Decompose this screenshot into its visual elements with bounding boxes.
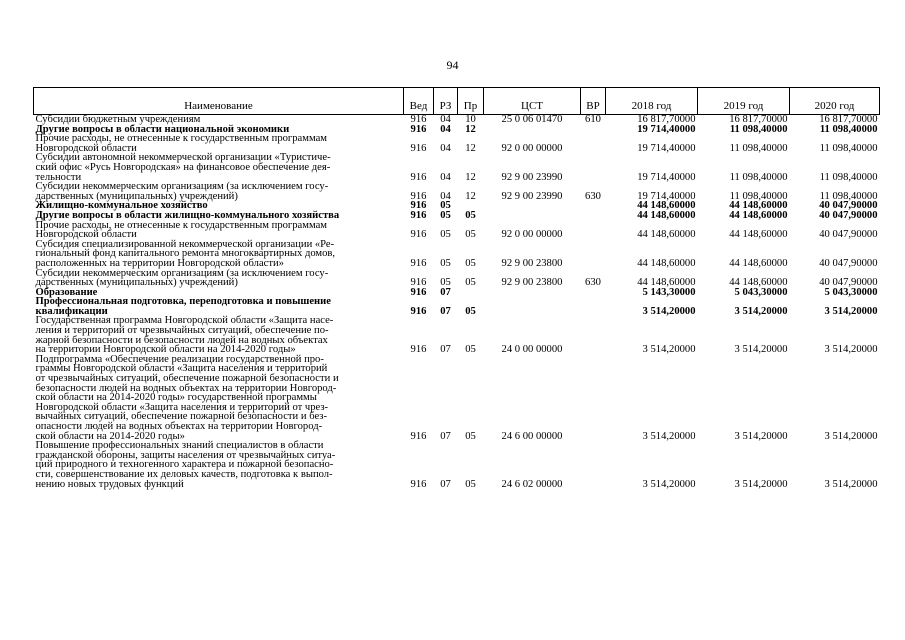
row-cst [484,211,581,221]
budget-table [33,87,880,489]
row-y2020: 5 043,30000 [824,286,878,298]
row-name-line: Субсидии некоммерческим организациям (за исключением госу- [35,181,329,193]
row-cst: 24 6 02 00000 [501,478,563,490]
row-name-line: ской области на 2014-2020 годы» государственной программы [35,392,317,404]
header-2018: 2018 год [606,88,698,115]
row-y2020: 3 514,20000 [824,430,878,442]
row-name [34,182,404,201]
row-pr: 05 [465,344,476,356]
row-name-line: Прочие расходы, не отнесенные к государственным программам [35,133,327,145]
header-name: Наименование [34,88,404,115]
row-name-line: гражданской обороны, защиты населения от чрезвычайных ситуа- [35,449,336,461]
row-cst: 92 0 00 00000 [501,229,563,241]
row-rz: 07 [440,344,451,356]
row-ved: 916 [410,478,427,490]
row-name-line: тельности [35,171,82,183]
row-name-line: Другие вопросы в области жилищно-коммунального хозяйства [35,209,340,221]
row-name-line: Субсидии бюджетным учреждениям [35,114,201,125]
row-name-line: граммы Новгородской области «Защита населения и территорий [35,363,328,375]
row-cst [484,201,581,211]
row-rz: 04 [440,114,451,125]
row-ved: 916 [410,171,427,183]
row-vr: 610 [585,114,601,125]
row-y2020: 3 514,20000 [824,344,878,356]
table-row [34,182,880,201]
row-name [34,269,404,288]
row-cst: 92 9 00 23800 [501,277,563,289]
row-cst: 24 6 00 00000 [501,430,563,442]
row-pr [458,288,484,298]
row-y2018: 44 148,60000 [637,209,696,221]
row-name-line: безопасности людей на водных объектах на территории Новгород- [35,382,337,394]
row-vr: 630 [585,277,601,289]
row-name-line: Субсидия специализированной некоммерческой организации «Ре- [35,238,335,250]
header-row [34,88,880,115]
row-y2018: 44 148,60000 [637,257,696,269]
row-name [34,355,404,441]
row-y2020: 3 514,20000 [824,478,878,490]
row-ved: 916 [410,200,427,212]
row-y2019: 11 098,40000 [729,171,788,183]
row-cst: 92 0 00 00000 [501,142,563,154]
row-cst [484,288,581,298]
row-y2019: 44 148,60000 [729,209,788,221]
row-rz: 04 [440,123,451,135]
row-name-line: опасности людей на водных объектах на территории Новгород- [35,421,323,432]
row-ved: 916 [410,123,427,135]
row-y2019: 3 514,20000 [734,430,788,442]
row-ved: 916 [410,114,427,125]
row-y2019: 44 148,60000 [729,277,788,289]
row-y2018: 19 714,40000 [637,171,696,183]
row-y2019: 3 514,20000 [734,305,788,317]
row-cst: 25 0 06 01470 [501,114,563,125]
row-name-line: ций природного и техногенного характера и пожарной безопасно- [35,459,334,471]
row-vr [581,441,606,489]
table-row [34,221,880,240]
row-pr: 05 [465,209,476,221]
row-y2018: 44 148,60000 [637,229,696,241]
row-name-line: Прочие расходы, не отнесенные к государственным программам [35,219,327,231]
row-cst [484,297,581,316]
table-body [34,115,880,490]
row-y2020: 16 817,70000 [819,114,878,125]
row-cst: 92 9 00 23990 [501,171,563,183]
row-rz: 05 [440,257,451,269]
row-y2018: 44 148,60000 [637,277,696,289]
row-ved: 916 [410,229,427,241]
row-name-line: на территории Новгородской области на 2014-2020 годы» [35,344,296,356]
row-name-line: от чрезвычайных ситуаций, обеспечение пожарной безопасности и [35,373,339,385]
row-vr [581,211,606,221]
row-name-line: Новгородской области [35,142,137,154]
row-name [34,221,404,240]
row-name-line: дарственных (муниципальных) учреждений) [35,190,238,202]
row-name-line: Профессиональная подготовка, переподготовка и повышение [35,296,331,308]
header-2019: 2019 год [698,88,790,115]
row-y2020: 40 047,90000 [819,200,878,212]
row-name-line: квалификации [35,305,108,317]
row-ved: 916 [410,257,427,269]
row-name-line: жарной безопасности и безопасности людей на водных объектах [35,334,328,346]
row-name-line: ский офис «Русь Новгородская» на финансовое обеспечение дея- [35,161,331,173]
row-name-line: гиональный фонд капитального ремонта многоквартирных домов, [35,248,336,260]
row-pr: 12 [465,142,476,154]
row-pr: 10 [465,114,476,125]
header-pr: Пр [458,88,484,115]
row-vr [581,288,606,298]
row-y2019: 44 148,60000 [729,257,788,269]
row-name-line: Новгородской области [35,229,137,241]
row-y2018: 3 514,20000 [642,344,696,356]
row-name-line: ления и территорий от чрезвычайных ситуаций, обеспечение по- [35,325,329,337]
row-cst: 92 9 00 23990 [501,190,563,202]
row-ved: 916 [410,190,427,202]
row-name-line: Образование [35,286,98,298]
row-pr: 12 [465,171,476,183]
row-name-line: дарственных (муниципальных) учреждений) [35,277,238,289]
row-rz: 07 [440,478,451,490]
row-name [34,297,404,316]
row-y2020: 40 047,90000 [819,209,878,221]
row-ved: 916 [410,430,427,442]
row-name-line: вычайных ситуаций, обеспечение пожарной безопасности и без- [35,411,327,423]
row-name [34,441,404,489]
row-vr [581,355,606,441]
row-y2019: 16 817,70000 [729,114,788,125]
row-name [34,134,404,153]
row-vr [581,201,606,211]
row-ved: 916 [410,305,427,317]
row-cst [484,125,581,135]
row-y2019: 11 098,40000 [729,123,788,135]
row-y2018: 19 714,40000 [637,142,696,154]
row-pr: 05 [465,277,476,289]
row-y2019: 44 148,60000 [729,200,788,212]
row-rz: 05 [440,229,451,241]
row-ved: 916 [410,277,427,289]
row-rz: 04 [440,171,451,183]
row-rz: 04 [440,142,451,154]
row-name-line: Подпрограмма «Обеспечение реализации государственной про- [35,353,324,365]
row-y2019: 11 098,40000 [729,190,788,202]
row-rz: 04 [440,190,451,202]
row-name-line: расположенных на территории Новгородской области» [35,257,284,269]
row-vr [581,221,606,240]
row-name-line: Субсидии автономной некоммерческой организации «Туристиче- [35,152,331,164]
header-ved: Вед [404,88,434,115]
row-rz: 05 [440,200,451,212]
row-name-line: Государственная программа Новгородской области «Защита насе- [35,315,334,327]
row-y2018: 3 514,20000 [642,305,696,317]
row-name-line: Другие вопросы в области национальной экономики [35,123,290,135]
row-name-line: Жилищно-коммунальное хозяйство [35,200,208,212]
row-ved: 916 [410,209,427,221]
header-vr: ВР [581,88,606,115]
row-y2020: 40 047,90000 [819,257,878,269]
page-number: 94 [446,58,459,72]
row-vr [581,240,606,269]
row-y2018: 19 714,40000 [637,123,696,135]
row-y2018: 3 514,20000 [642,430,696,442]
row-pr: 05 [465,257,476,269]
row-name [34,153,404,182]
row-vr: 630 [585,190,601,202]
row-name [34,316,404,354]
row-rz: 07 [440,286,451,298]
table-row [34,441,880,489]
row-name-line: Субсидии некоммерческим организациям (за исключением госу- [35,267,329,279]
header-rz: РЗ [434,88,458,115]
row-y2020: 3 514,20000 [824,305,878,317]
row-y2019: 11 098,40000 [729,142,788,154]
row-y2018: 44 148,60000 [637,200,696,212]
table-row [34,297,880,316]
row-y2019: 3 514,20000 [734,344,788,356]
row-pr: 05 [465,229,476,241]
row-y2020: 11 098,40000 [819,190,878,202]
row-vr [581,125,606,135]
row-y2020: 40 047,90000 [819,277,878,289]
table-row [34,316,880,354]
row-vr [581,134,606,153]
row-y2019: 5 043,30000 [734,286,788,298]
row-y2018: 19 714,40000 [637,190,696,202]
row-y2018: 16 817,70000 [637,114,696,125]
table-row [34,240,880,269]
row-vr [581,153,606,182]
row-pr: 05 [465,478,476,490]
table-row [34,269,880,288]
row-name-line: сти, совершенствование их деловых качеств, подготовка к выпол- [35,468,333,480]
row-y2020: 11 098,40000 [819,142,878,154]
row-name-line: Повышение профессиональных знаний специалистов в области [35,440,324,452]
row-y2018: 3 514,20000 [642,478,696,490]
table-row [34,134,880,153]
row-rz: 05 [440,209,451,221]
row-pr: 05 [465,305,476,317]
header-cst: ЦСТ [484,88,581,115]
row-cst: 24 0 00 00000 [501,344,563,356]
table-row [34,153,880,182]
row-ved: 916 [410,286,427,298]
row-name-line: Новгородской области «Защита населения и территорий от чрез- [35,401,329,413]
row-y2019: 44 148,60000 [729,229,788,241]
row-y2018: 5 143,30000 [642,286,696,298]
row-pr: 12 [465,190,476,202]
row-rz: 07 [440,305,451,317]
header-2020: 2020 год [790,88,880,115]
row-rz: 05 [440,277,451,289]
row-pr: 05 [465,430,476,442]
row-ved: 916 [410,344,427,356]
row-rz: 07 [440,430,451,442]
row-y2020: 40 047,90000 [819,229,878,241]
row-y2020: 11 098,40000 [819,123,878,135]
row-cst: 92 9 00 23800 [501,257,563,269]
row-name-line: ской области на 2014-2020 годы» [35,430,185,442]
row-vr [581,316,606,354]
table-row [34,355,880,441]
row-pr: 12 [465,123,476,135]
row-y2019: 3 514,20000 [734,478,788,490]
row-vr [581,297,606,316]
row-name [34,240,404,269]
row-y2020: 11 098,40000 [819,171,878,183]
row-name-line: нению новых трудовых функций [35,478,184,490]
row-ved: 916 [410,142,427,154]
